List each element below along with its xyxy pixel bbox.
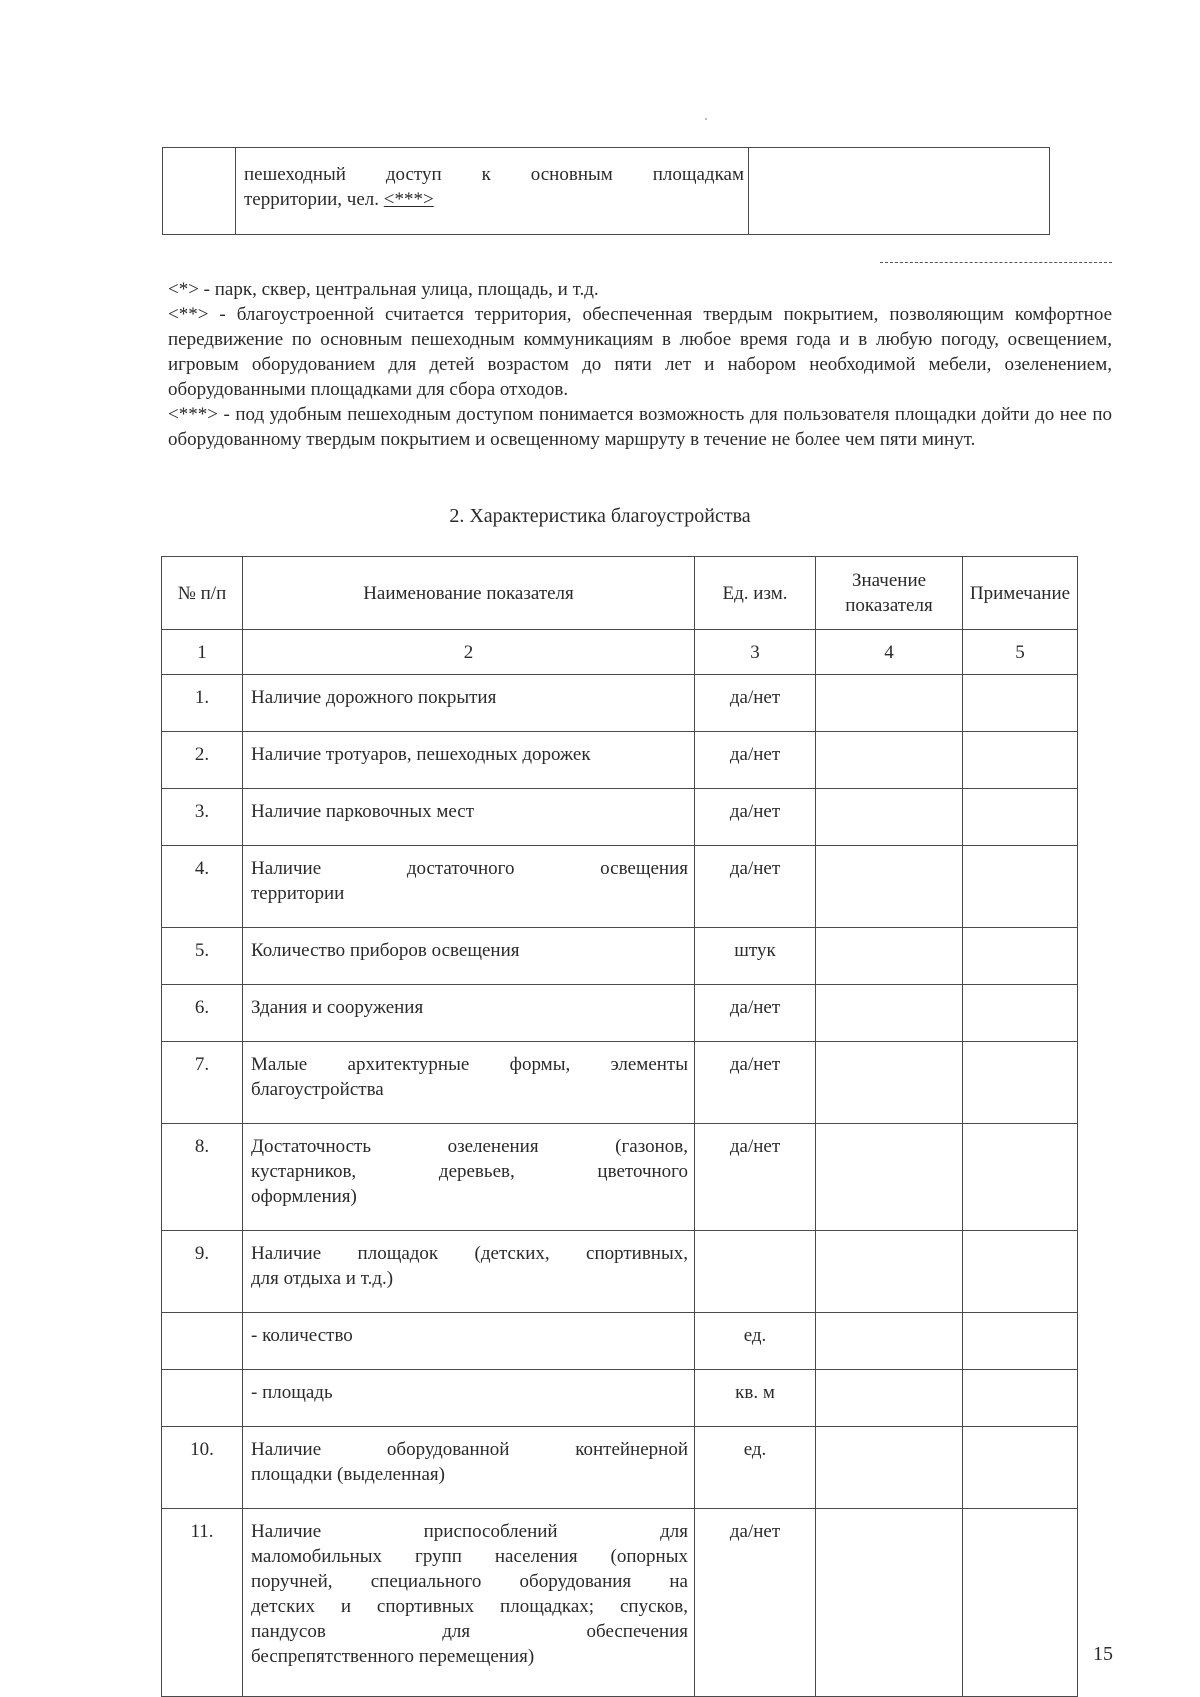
indicator-name-line: благоустройства	[251, 1079, 384, 1100]
row-number: 3.	[162, 789, 243, 846]
table-row	[162, 928, 1078, 985]
column-number: 5	[963, 630, 1078, 675]
column-number: 3	[695, 630, 816, 675]
unit: да/нет	[695, 789, 816, 846]
unit: да/нет	[695, 846, 816, 928]
indicator-name: Количество приборов освещения	[243, 928, 695, 985]
row-number	[162, 1370, 243, 1427]
note-cell	[963, 1370, 1078, 1427]
indicator-name	[243, 1231, 695, 1313]
table-row	[163, 148, 1050, 235]
row-number: 8.	[162, 1124, 243, 1231]
column-number: 1	[162, 630, 243, 675]
footnote-reference: <***>	[383, 189, 434, 210]
indicator-name	[243, 1042, 695, 1124]
characteristics-table	[161, 556, 1078, 1697]
section-title: 2. Характеристика благоустройства	[449, 505, 751, 527]
cell-text-line	[244, 187, 744, 212]
indicator-value-cell	[816, 1042, 963, 1124]
unit: ед.	[695, 1313, 816, 1370]
table-row	[162, 1231, 1078, 1313]
continued-table	[162, 147, 1050, 235]
indicator-name-line: детских и спортивных площадках; спусков,	[251, 1596, 688, 1617]
header-cell: Ед. изм.	[695, 557, 816, 630]
unit: да/нет	[695, 985, 816, 1042]
table-row	[162, 1124, 1078, 1231]
row-number: 10.	[162, 1427, 243, 1509]
indicator-value-cell	[816, 985, 963, 1042]
indicator-name-line: беспрепятственного перемещения)	[251, 1646, 535, 1667]
column-number: 2	[243, 630, 695, 675]
note-cell	[963, 789, 1078, 846]
indicator-name-line: Наличие оборудованной контейнерной	[251, 1439, 688, 1460]
indicator-value-cell	[816, 1124, 963, 1231]
indicator-name	[243, 1509, 695, 1697]
indicator-value-cell	[816, 1313, 963, 1370]
table-row	[162, 985, 1078, 1042]
column-number-row	[162, 630, 1078, 675]
note-cell	[963, 1042, 1078, 1124]
note-cell	[963, 732, 1078, 789]
indicator-name-line: Наличие площадок (детских, спортивных,	[251, 1243, 688, 1264]
indicator-name: - количество	[243, 1313, 695, 1370]
indicator-value-cell	[816, 928, 963, 985]
indicator-name: Наличие дорожного покрытия	[243, 675, 695, 732]
indicator-value-cell	[816, 846, 963, 928]
indicator-name-line: Достаточность озеленения (газонов,	[251, 1136, 688, 1157]
row-number: 4.	[162, 846, 243, 928]
table-cell	[163, 148, 236, 235]
indicator-name-line: для отдыха и т.д.)	[251, 1268, 394, 1289]
table-row	[162, 1370, 1078, 1427]
header-cell: № п/п	[162, 557, 243, 630]
page-number: 15	[1093, 1643, 1113, 1665]
indicator-value-cell	[816, 789, 963, 846]
table-row	[162, 1427, 1078, 1509]
indicator-value-cell	[816, 732, 963, 789]
cell-text: территории, чел.	[244, 189, 384, 210]
unit: да/нет	[695, 732, 816, 789]
header-cell: Наименование показателя	[243, 557, 695, 630]
indicator-name-line: Наличие приспособлений для	[251, 1521, 688, 1542]
footnotes	[168, 277, 1112, 452]
unit: да/нет	[695, 1509, 816, 1697]
row-number: 9.	[162, 1231, 243, 1313]
row-number: 11.	[162, 1509, 243, 1697]
note-cell	[963, 1124, 1078, 1231]
unit: да/нет	[695, 1124, 816, 1231]
header-cell: Значение показателя	[816, 557, 963, 630]
indicator-name-line: поручней, специального оборудования на	[251, 1571, 688, 1592]
table-header-row	[162, 557, 1078, 630]
indicator-value-cell	[816, 1427, 963, 1509]
indicator-name: Наличие тротуаров, пешеходных дорожек	[243, 732, 695, 789]
indicator-name-line: Наличие достаточного освещения	[251, 858, 688, 879]
row-number: 1.	[162, 675, 243, 732]
indicator-name-line: кустарников, деревьев, цветочного	[251, 1161, 688, 1182]
footnote-separator	[880, 262, 1112, 263]
indicator-name: - площадь	[243, 1370, 695, 1427]
indicator-name-line: пандусов для обеспечения	[251, 1621, 688, 1642]
indicator-name: Наличие парковочных мест	[243, 789, 695, 846]
table-row	[162, 732, 1078, 789]
indicator-name-line: маломобильных групп населения (опорных	[251, 1546, 688, 1567]
table-row	[162, 1313, 1078, 1370]
header-cell: Примечание	[963, 557, 1078, 630]
footnote: <**> - благоустроенной считается территория, обеспеченная твердым покрытием, позволяющим комфортное передвижение по основным пешеходным коммуникациям в любое время года и в любую погоду, освещением, игровым оборудованием для детей возрастом до пяти лет и набором необходимой мебели, озеленением, оборудованными площадками для сбора отходов.	[168, 304, 1112, 400]
indicator-value-cell	[816, 1509, 963, 1697]
note-cell	[963, 675, 1078, 732]
footnote: <*> - парк, сквер, центральная улица, площадь, и т.д.	[168, 279, 599, 300]
note-cell	[963, 928, 1078, 985]
indicator-name-line: Малые архитектурные формы, элементы	[251, 1054, 688, 1075]
table-row	[162, 789, 1078, 846]
unit: кв. м	[695, 1370, 816, 1427]
unit: штук	[695, 928, 816, 985]
unit	[695, 1231, 816, 1313]
note-cell	[963, 1313, 1078, 1370]
table-row	[162, 846, 1078, 928]
row-number: 7.	[162, 1042, 243, 1124]
unit: ед.	[695, 1427, 816, 1509]
note-cell	[963, 1427, 1078, 1509]
indicator-value-cell	[816, 675, 963, 732]
indicator-value-cell	[816, 1231, 963, 1313]
note-cell	[963, 985, 1078, 1042]
cell-text-line: пешеходный доступ к основным площадкам	[244, 164, 744, 185]
indicator-name	[243, 1124, 695, 1231]
indicator-name	[243, 1427, 695, 1509]
table-cell-name	[236, 148, 749, 235]
row-number: 6.	[162, 985, 243, 1042]
indicator-name-line: оформления)	[251, 1186, 357, 1207]
unit: да/нет	[695, 675, 816, 732]
table-body	[162, 675, 1078, 1697]
note-cell	[963, 1509, 1078, 1697]
row-number: 5.	[162, 928, 243, 985]
row-number	[162, 1313, 243, 1370]
indicator-value-cell	[816, 1370, 963, 1427]
indicator-name: Здания и сооружения	[243, 985, 695, 1042]
table-row	[162, 675, 1078, 732]
row-number: 2.	[162, 732, 243, 789]
table-row	[162, 1509, 1078, 1697]
column-number: 4	[816, 630, 963, 675]
indicator-name	[243, 846, 695, 928]
note-cell	[963, 846, 1078, 928]
indicator-name-line: площадки (выделенная)	[251, 1464, 445, 1485]
indicator-name-line: территории	[251, 883, 345, 904]
footnote: <***> - под удобным пешеходным доступом понимается возможность для пользователя площадки дойти до нее по оборудованному твердым покрытием и освещенному маршруту в течение не более чем пяти минут.	[168, 404, 1112, 450]
table-cell	[749, 148, 1050, 235]
scan-artifact-dot	[705, 118, 707, 120]
note-cell	[963, 1231, 1078, 1313]
unit: да/нет	[695, 1042, 816, 1124]
table-row	[162, 1042, 1078, 1124]
